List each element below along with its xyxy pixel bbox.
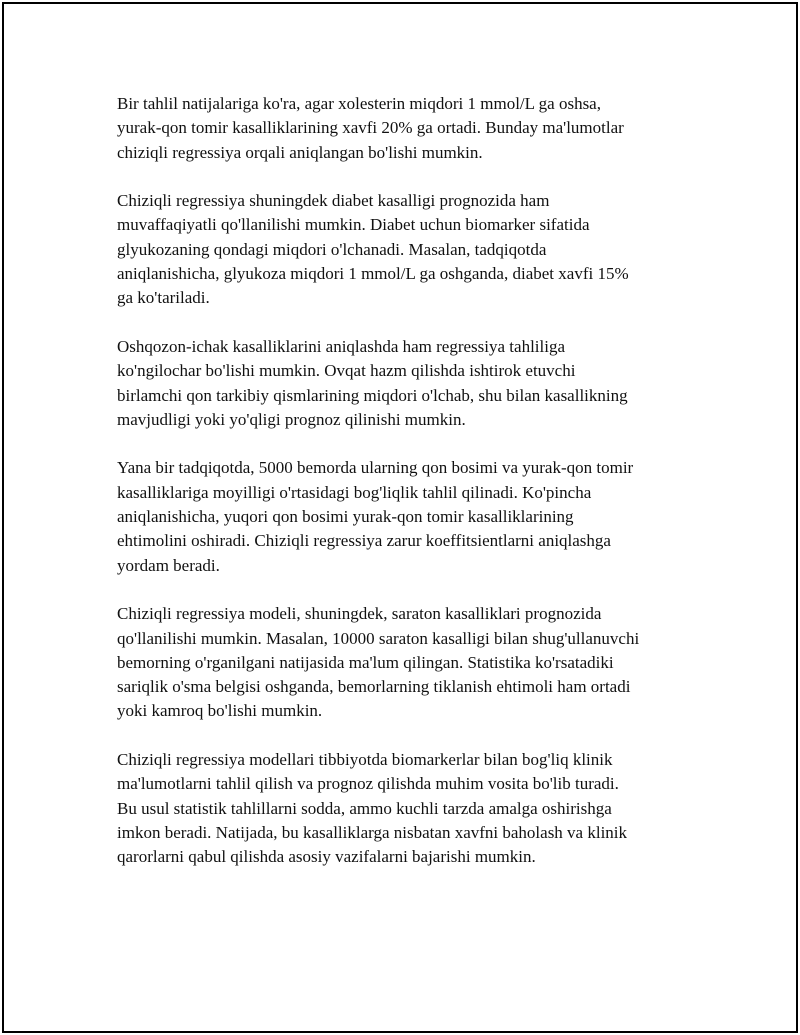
line: ko'ngilochar bo'lishi mumkin. Ovqat hazm qilishda ishtirok etuvchi bbox=[117, 361, 576, 381]
line: birlamchi qon tarkibiy qismlarining miqdori o'lchab, shu bilan kasallikning bbox=[117, 385, 628, 405]
paragraph-2 bbox=[117, 189, 717, 310]
line: yordam beradi. bbox=[117, 555, 220, 575]
document-body bbox=[117, 92, 717, 894]
line: imkon beradi. Natijada, bu kasalliklarga nisbatan xavfni baholash va klinik bbox=[117, 822, 628, 842]
paragraph-1 bbox=[117, 92, 717, 165]
line: mavjudligi yoki yo'qligi prognoz qilinishi mumkin. bbox=[117, 409, 466, 429]
paragraph-4 bbox=[117, 456, 717, 577]
line: qo'llanilishi mumkin. Masalan, 10000 saraton kasalligi bilan shug'ullanuvchi bbox=[117, 628, 640, 648]
line: ehtimolini oshiradi. Chiziqli regressiya zarur koeffitsientlarni aniqlashga bbox=[117, 531, 611, 551]
paragraph-3 bbox=[117, 335, 717, 432]
line: aniqlanishicha, yuqori qon bosimi yurak-qon tomir kasalliklarining bbox=[117, 507, 574, 527]
line: glyukozaning qondagi miqdori o'lchanadi. Masalan, tadqiqotda bbox=[117, 239, 547, 259]
line: ma'lumotlarni tahlil qilish va prognoz qilishda muhim vosita bo'lib turadi. bbox=[117, 774, 619, 794]
line: kasalliklariga moyilligi o'rtasidagi bog'liqlik tahlil qilinadi. Ko'pincha bbox=[117, 482, 592, 502]
paragraph-6 bbox=[117, 748, 717, 869]
line: ga ko'tariladi. bbox=[117, 288, 210, 308]
line: yoki kamroq bo'lishi mumkin. bbox=[117, 701, 323, 721]
line: qarorlarni qabul qilishda asosiy vazifalarni bajarishi mumkin. bbox=[117, 847, 536, 867]
line: aniqlanishicha, glyukoza miqdori 1 mmol/L ga oshganda, diabet xavfi 15% bbox=[117, 264, 629, 284]
line: Oshqozon-ichak kasalliklarini aniqlashda ham regressiya tahliliga bbox=[117, 336, 566, 356]
line: chiziqli regressiya orqali aniqlangan bo'lishi mumkin. bbox=[117, 142, 483, 162]
line: Bir tahlil natijalariga ko'ra, agar xolesterin miqdori 1 mmol/L ga oshsa, bbox=[117, 94, 601, 113]
line: sariqlik o'sma belgisi oshganda, bemorlarning tiklanish ehtimoli ham ortadi bbox=[117, 677, 631, 697]
line: Chiziqli regressiya modellari tibbiyotda biomarkerlar bilan bog'liq klinik bbox=[117, 750, 613, 770]
line: Chiziqli regressiya shuningdek diabet kasalligi prognozida ham bbox=[117, 191, 550, 211]
line: Chiziqli regressiya modeli, shuningdek, saraton kasalliklari prognozida bbox=[117, 604, 602, 624]
line: yurak-qon tomir kasalliklarining xavfi 20% ga ortadi. Bunday ma'lumotlar bbox=[117, 118, 624, 138]
line: bemorning o'rganilgani natijasida ma'lum qilingan. Statistika ko'rsatadiki bbox=[117, 652, 614, 672]
line: muvaffaqiyatli qo'llanilishi mumkin. Diabet uchun biomarker sifatida bbox=[117, 215, 590, 235]
line: Bu usul statistik tahlillarni sodda, ammo kuchli tarzda amalga oshirishga bbox=[117, 798, 612, 818]
paragraph-5 bbox=[117, 602, 717, 723]
line: Yana bir tadqiqotda, 5000 bemorda ularning qon bosimi va yurak-qon tomir bbox=[117, 458, 634, 478]
